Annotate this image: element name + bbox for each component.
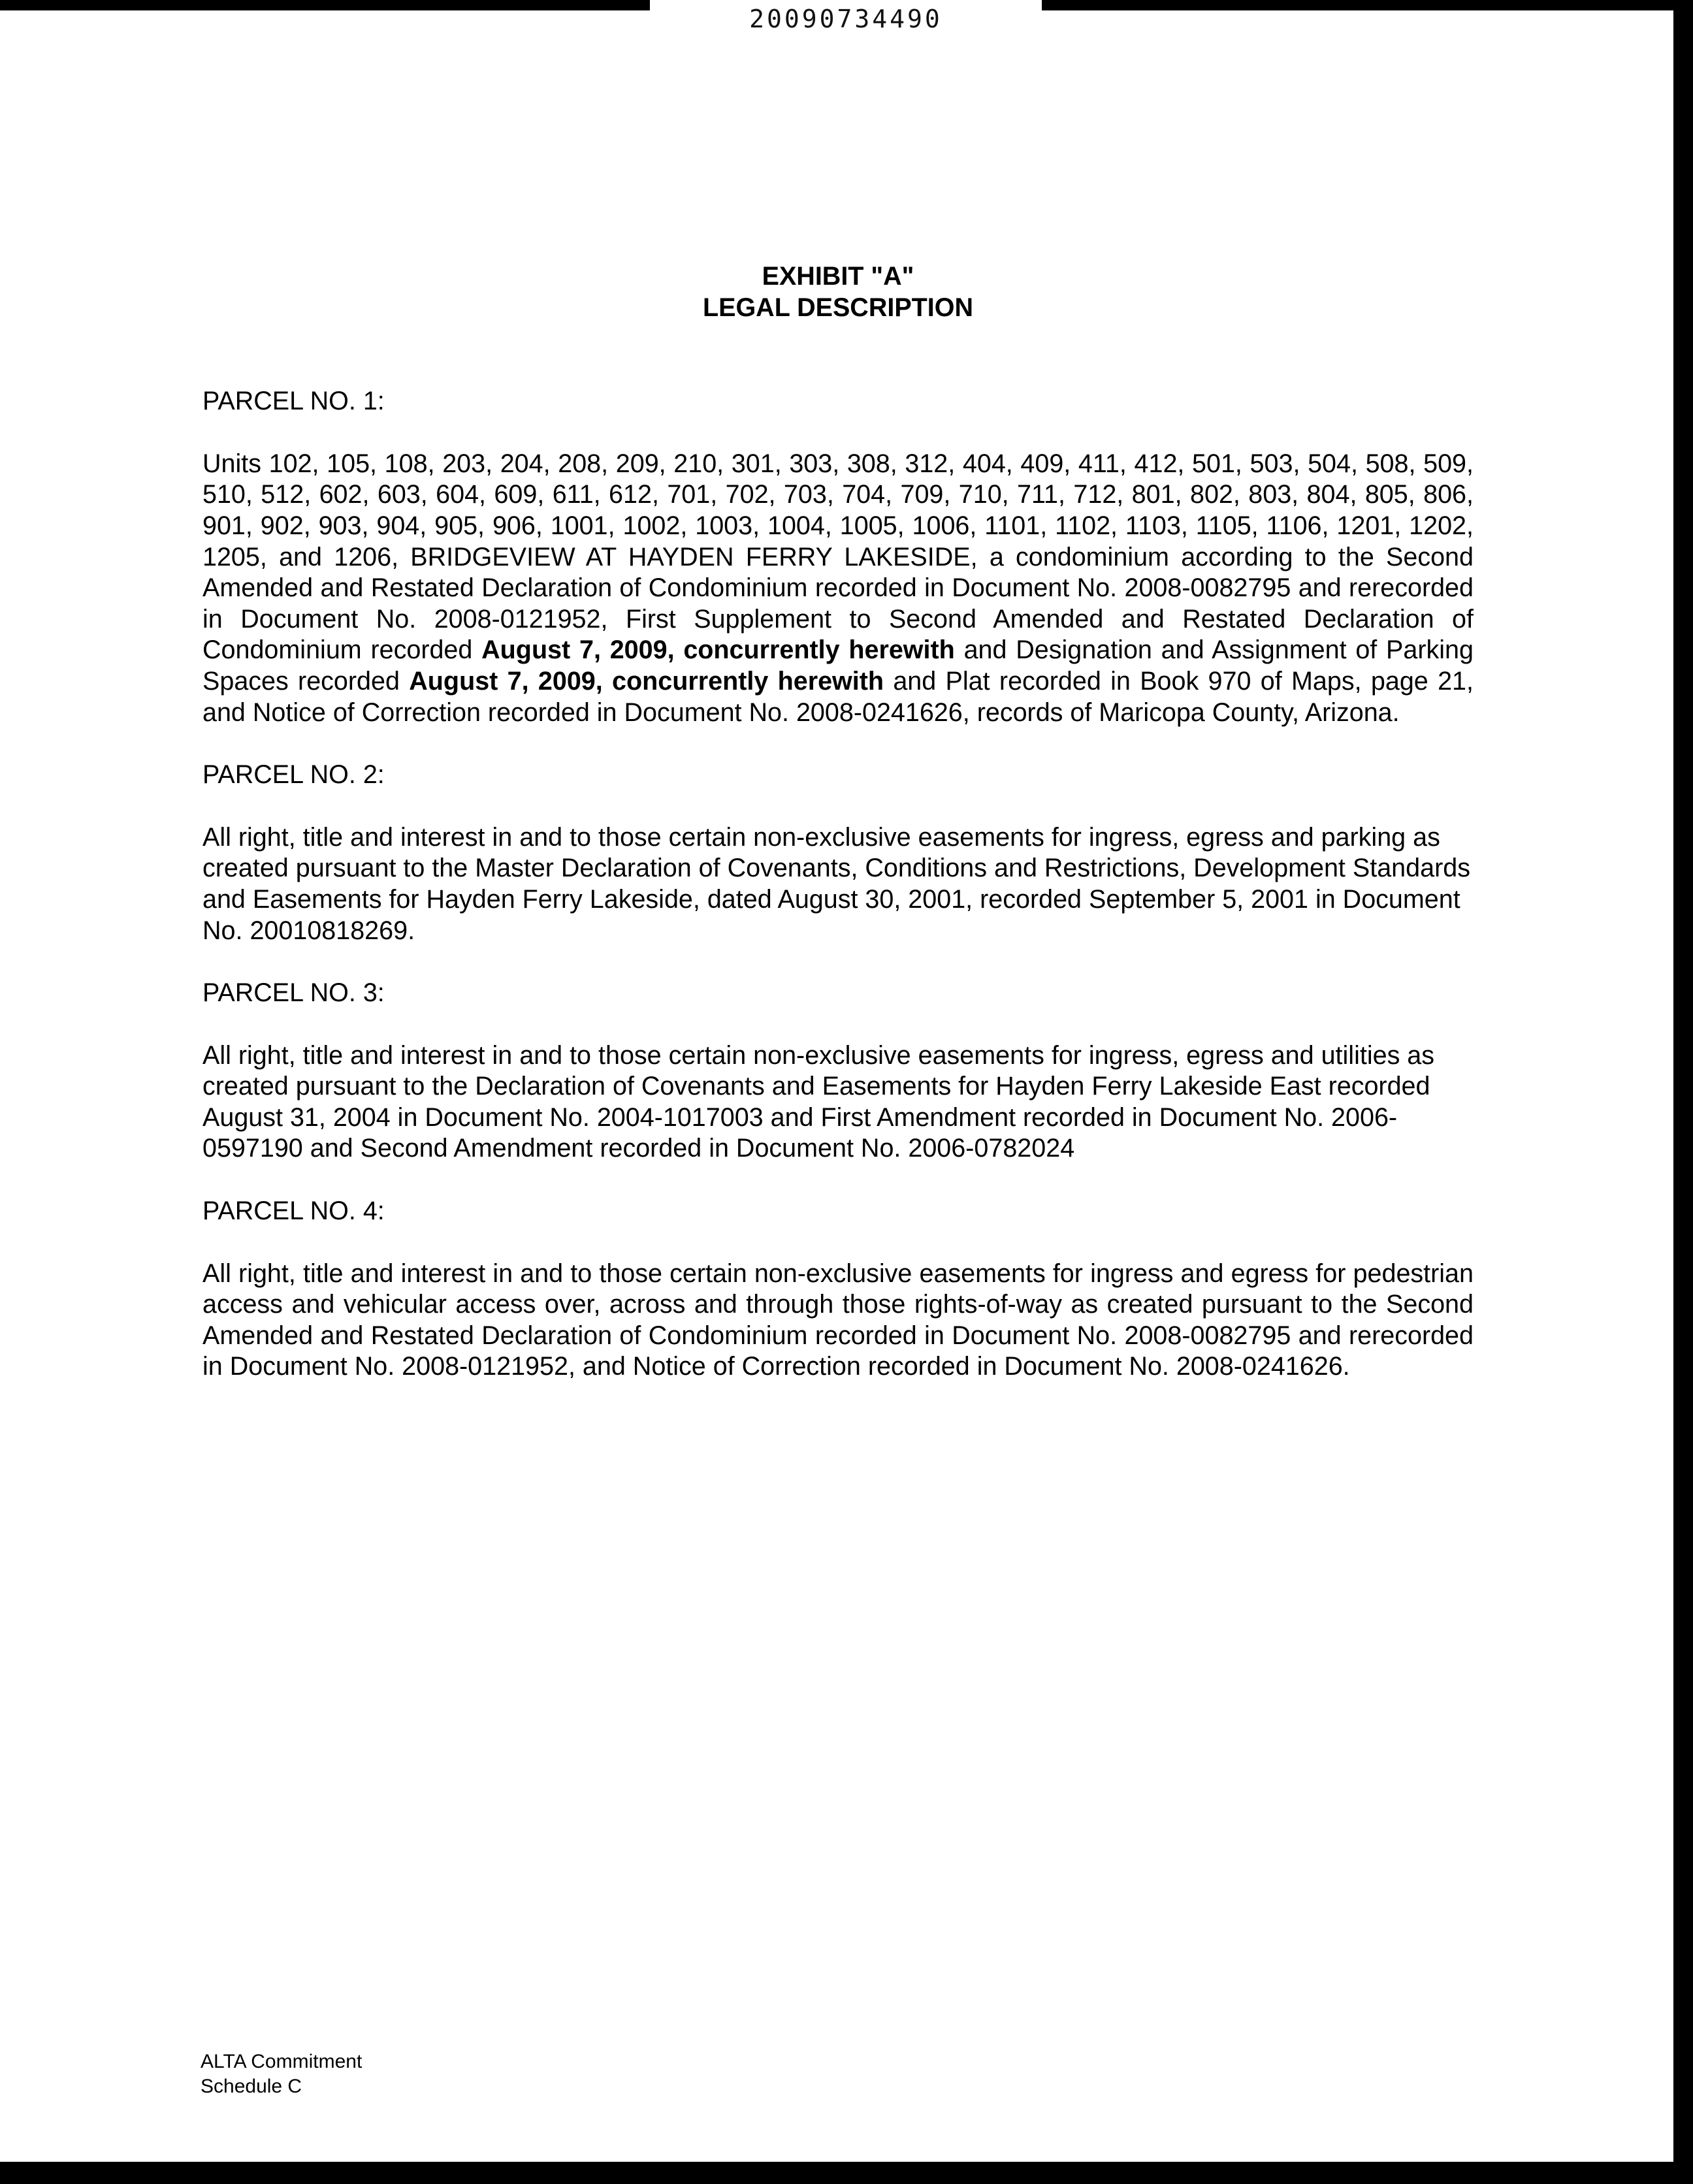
parcel-1-heading: PARCEL NO. 1: [202, 387, 385, 416]
parcel-4-heading: PARCEL NO. 4: [202, 1196, 385, 1226]
recording-number: 20090734490 [650, 0, 1042, 38]
page-footer [201, 2049, 362, 2099]
parcel-1-text-segment: and Designation and Assignment of Parking Spaces recorded [202, 635, 1474, 696]
parcel-3-heading: PARCEL NO. 3: [202, 978, 385, 1008]
parcel-2-description: All right, title and interest in and to those certain non-exclusive easements for ingress, egress and parking as created pursuant to the Master Declaration of Covenants, Conditions and Restrictions, Development Standards and Easements for Hayden Ferry Lakeside, dated August 30, 2001, recorded September 5, 2001 in Document No. 20010818269. [202, 822, 1470, 945]
parcel-1-text-segment: Units 102, 105, 108, 203, 204, 208, 209, 210, 301, 303, 308, 312, 404, 409, 411, 412, 501, 503, 504, 508, 509, 510, 512, 602, 603, 604, 609, 611, 612, 701, 702, 703, 704, 709, 710, 711, 712, 801, 802, 803, 804, 805, 806, 901, 902, 903, 904, 905, 906, 1001, 1002, 1003, 1004, 1005, 1006, 1101, 1102, 1103, 1105, 1106, 1201, 1202, 1205, and 1206, BRIDGEVIEW AT HAYDEN FERRY LAKESIDE, a condominium according to the Second Amended and Restated Declaration of Condominium recorded in Document No. 2008-0082795 and rerecorded in Document No. 2008-0121952, First Supplement to Second Amended and Restated Declaration of Condominium recorded [202, 449, 1474, 665]
parcel-4-description: All right, title and interest in and to those certain non-exclusive easements for ingress and egress for pedestrian access and vehicular access over, across and through those rights-of-way as created pursuant to the Second Amended and Restated Declaration of Condominium recorded in Document No. 2008-0082795 and rerecorded in Document No. 2008-0121952, and Notice of Correction recorded in Document No. 2008-0241626. [202, 1259, 1474, 1381]
parcel-3-description: All right, title and interest in and to those certain non-exclusive easements for ingress, egress and utilities as created pursuant to the Declaration of Covenants and Easements for Hayden Ferry Lakeside East recorded August 31, 2004 in Document No. 2004-1017003 and First Amendment recorded in Document No. 2006-0597190 and Second Amendment recorded in Document No. 2006-0782024 [202, 1040, 1435, 1163]
parcel-1-recording-date-emphasis: August 7, 2009, concurrently herewith [481, 635, 955, 665]
parcel-1-description [202, 449, 1474, 728]
legal-description-heading: LEGAL DESCRIPTION [702, 293, 974, 322]
footer-alta-commitment: ALTA Commitment [201, 2051, 363, 2072]
parcel-1-text-segment: and Plat recorded in Book 970 of Maps, page 21, and Notice of Correction recorded in Document No. 2008-0241626, records of Maricopa County, Arizona. [202, 666, 1474, 727]
parcel-2-heading: PARCEL NO. 2: [202, 760, 385, 790]
legal-description-body [202, 261, 1474, 1414]
footer-schedule: Schedule C [201, 2076, 302, 2097]
exhibit-label: EXHIBIT "A" [762, 262, 914, 291]
parcel-1-recording-date-emphasis: August 7, 2009, concurrently herewith [409, 666, 884, 696]
exhibit-title [202, 261, 1474, 323]
